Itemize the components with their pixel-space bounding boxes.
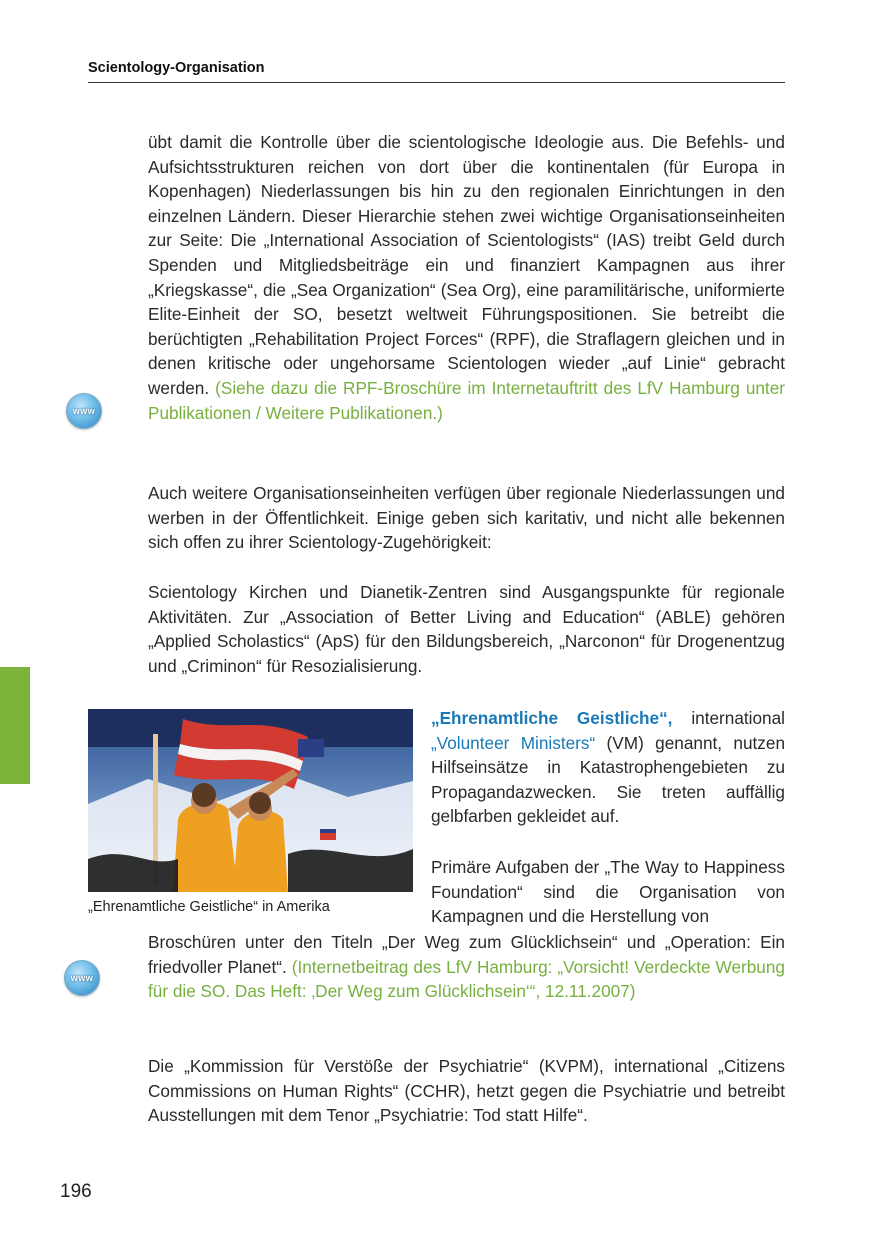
running-header: Scientology-Organisation xyxy=(88,60,265,76)
volunteer-ministers-photo xyxy=(88,709,413,892)
header-divider xyxy=(88,82,785,83)
paragraph-6: Die „Kommission für Verstöße der Psychiatrie“ (KVPM), international „Citizens Commissions on Human Rights“ (CCHR), hetzt gegen die Psychiatrie und betreibt Ausstellungen mit dem Tenor „Psychiatrie: Tod statt Hilfe“. xyxy=(148,1056,785,1126)
paragraph-2: Auch weitere Organisationseinheiten verfügen über regionale Niederlassungen und werben in der Öffentlichkeit. Einige geben sich karitativ, und nicht alle bekennen sich offen zu ihrer Scientology-Zugehörigkeit: xyxy=(148,483,785,553)
term-ehrenamtliche-geistliche: „Ehrenamtliche Geistliche“, xyxy=(431,708,673,728)
paragraph-4: „Ehrenamtliche Geistliche“, international „Volunteer Ministers“ (VM) genannt, nutzen Hilfseinsätze in Katastrophengebieten zu Propagandazwecken. Sie treten auffällig gelbfarben gekleidet auf. xyxy=(431,708,786,827)
paragraph-5-text: Broschüren unter den Titeln „Der Weg zum Glücklichsein“ und „Operation: Ein friedvoller Planet“. xyxy=(148,932,785,977)
paragraph-1 xyxy=(148,130,785,425)
photo-caption: „Ehrenamtliche Geistliche“ in Amerika xyxy=(88,899,330,915)
paragraph-1-web-reference[interactable]: (Siehe dazu die RPF-Broschüre im Internetauftritt des LfV Hamburg unter Publikationen / Weitere Publikationen.) xyxy=(148,377,785,423)
paragraph-5-bottom xyxy=(148,930,785,1004)
paragraph-5-top: Primäre Aufgaben der „The Way to Happiness Foundation“ sind die Organisation von Kampagnen und die Herstellung von xyxy=(431,857,785,927)
paragraph-3: Scientology Kirchen und Dianetik-Zentren sind Ausgangspunkte für regionale Aktivitäten. Zur „Association of Better Living and Education“ (ABLE) gehören „Applied Scholastics“ (ApS) für den Bildungsbereich, „Narconon“ für Drogenentzug und „Criminon“ für Resozialisierung. xyxy=(148,582,785,676)
chapter-side-tab xyxy=(0,667,30,784)
www-icon[interactable]: www xyxy=(66,393,102,429)
paragraph-1-text: übt damit die Kontrolle über die scientologische Ideologie aus. Die Befehls- und Aufsichtsstrukturen reichen von dort über die kontinentalen (für Europa in Kopenhagen) Niederlassungen bis hin zu den regionalen Einrichtungen in den einzelnen Ländern. Dieser Hierarchie stehen zwei wichtige Organisationseinheiten zur Seite: Die „International Association of Scientologists“ (IAS) treibt Geld durch Spenden und Mitgliedsbeiträge ein und finanziert Kampagnen aus ihrer „Kriegskasse“, die „Sea Organization“ (Sea Org), eine paramilitärische, uniformierte Elite-Einheit der SO, besetzt weltweit Führungspositionen. Sie betreibt die berüchtigten „Rehabilitation Project Forces“ (RPF), die Straflagern gleichen und in denen kritische oder ungehorsame Scientologen wieder „auf Linie“ gebracht werden. xyxy=(148,132,785,398)
www-icon[interactable]: www xyxy=(64,960,100,996)
page-number: 196 xyxy=(60,1181,92,1202)
term-volunteer-ministers: „Volunteer Ministers“ xyxy=(431,732,596,753)
paragraph-5-web-reference[interactable]: (Internetbeitrag des LfV Hamburg: „Vorsicht! Verdeckte Werbung für die SO. Das Heft: ‚Der Weg zum Glücklichsein‘“, 12.11.2007) xyxy=(148,956,785,1002)
